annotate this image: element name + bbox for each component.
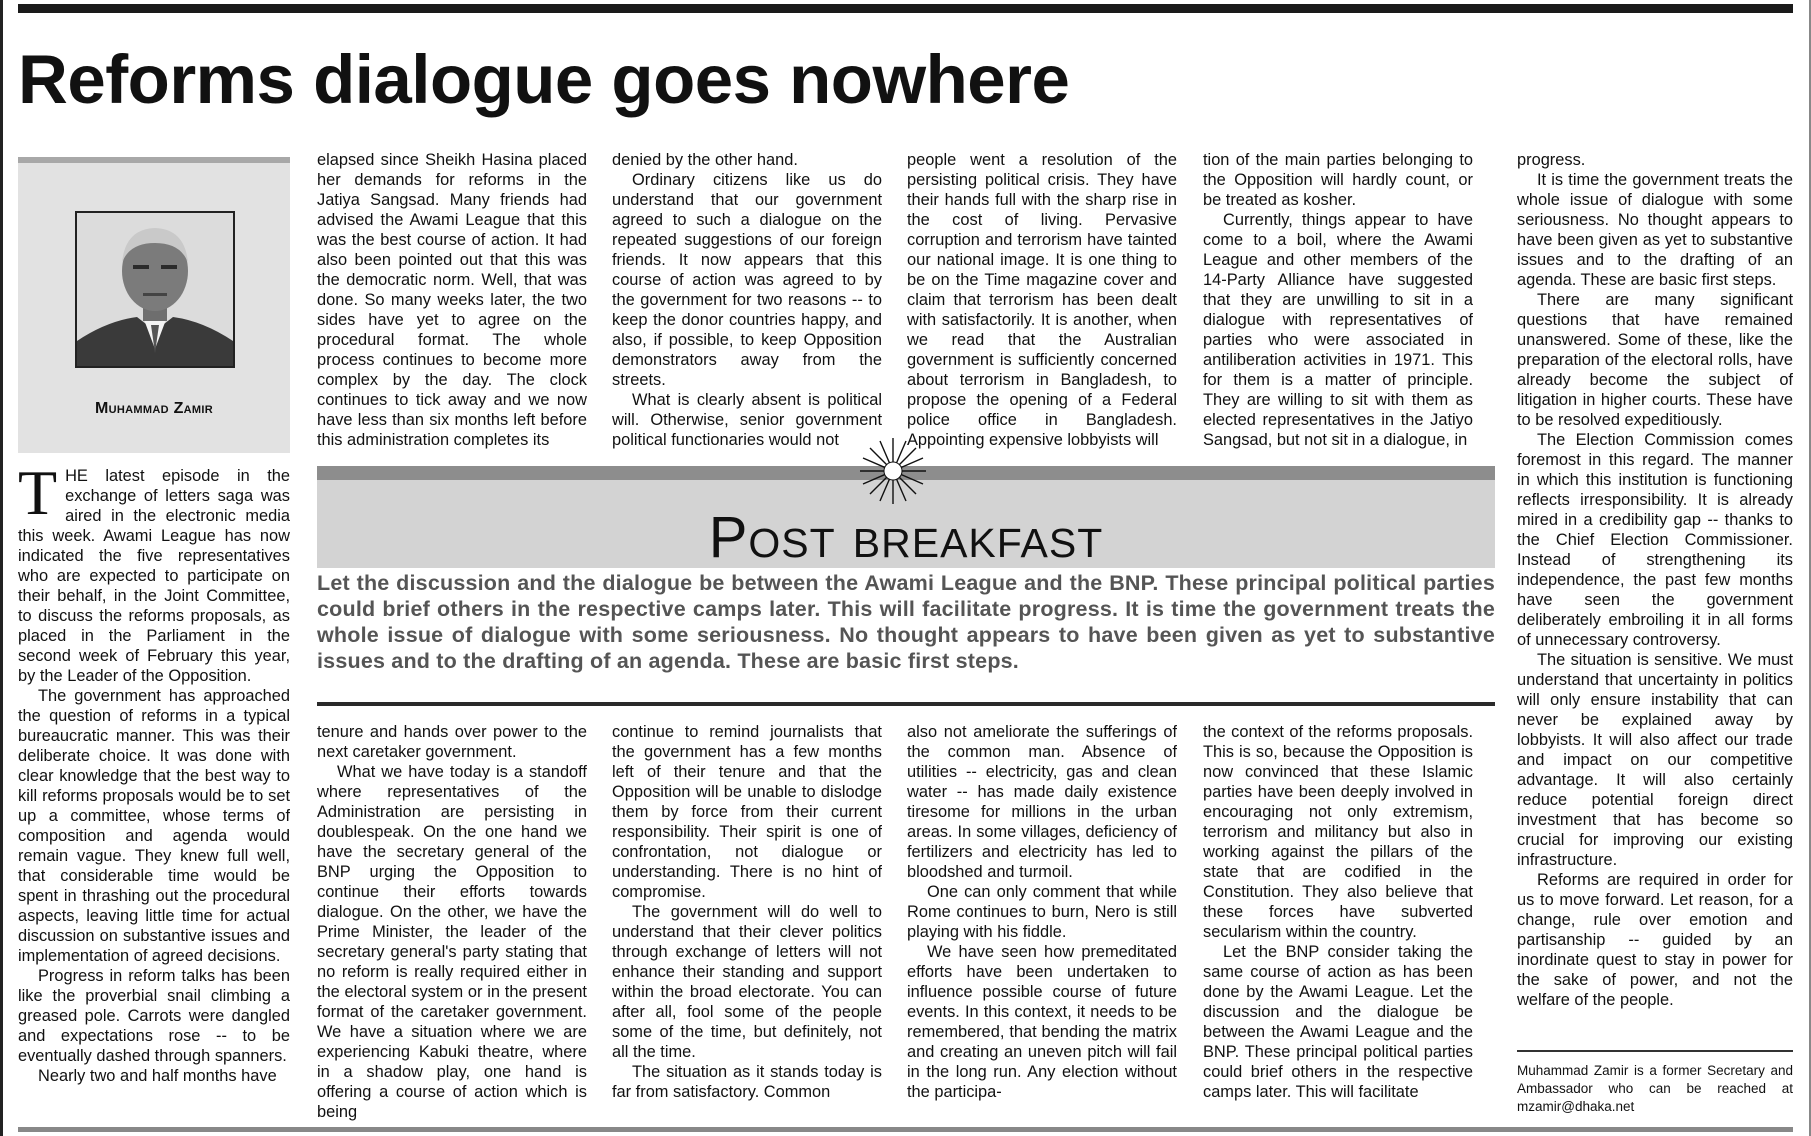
column-5-top-paragraph-2: Currently, things appear to have come to a boil, where the Awami League and other members of the 14-Party Alliance have suggested that they are unwilling to sit in a dialogue with representatives of parties who were associated in antiliberation activities in 1971. This for them is a matter of principle. They are willing to sit with them as elected representatives in the Jatiyo Sangsad, but not sit in a dialogue, in [1203, 211, 1473, 449]
top-rule [18, 4, 1793, 13]
column-4-top-paragraph-1: people went a resolution of the persisting political crisis. They have their hands full with the sharp rise in the cost of living. Pervasive corruption and terrorism have tainted our national image. It is one thing to be on the Time magazine cover and claim that terrorism has been dealt with satisfactorily. It is another, when we read that the Australian government is sufficiently concerned about terrorism in Bangladesh, to propose the opening of a Federal police office in Bangladesh. Appointing expensive lobbyists will [907, 151, 1177, 449]
page-edge-left [0, 0, 3, 1136]
column-2-bottom-paragraph-2: What we have today is a standoff where representatives of the Administration are persisting in doublespeak. On the one hand we have the secretary general of the BNP urging the Opposition to continue their efforts towards dialogue. On the other, we have the Prime Minister, the leader of the secretary general's party stating that no reform is really required either in the electoral system or in the present format of the caretaker government. We have a situation where we are experiencing Kabuki theatre, where in a shadow play, one hand is offering a course of action which is being [317, 763, 587, 1121]
column-1-paragraph-4: Nearly two and half months have [38, 1067, 277, 1085]
column-2-bottom [317, 722, 587, 1128]
bottom-rule [18, 1127, 1793, 1132]
column-1-paragraph-1: THE latest episode in the exchange of letters saga was aired in the electronic media this week. Awami League has now indicated the five representatives who are expected to participate on their behalf, in the Joint Committee, to discuss the reforms proposals, as placed in the Parliament in the second week of February this year, by the Leader of the Opposition. [18, 466, 290, 685]
column-3-bottom-paragraph-1: continue to remind journalists that the government has a few months left of their tenure and that the Opposition will be unable to dislodge them by force from their current responsibility. Their spirit is one of confrontation, not dialogue or understanding. There is no hint of compromise. [612, 723, 882, 901]
column-4-bottom-paragraph-1: also not ameliorate the sufferings of the common man. Absence of utilities -- electricity, gas and clean water -- has made daily existence tiresome for millions in the urban areas. In some villages, deficiency of fertilizers and electricity has led to bloodshed and turmoil. [907, 723, 1177, 881]
column-6-paragraph-4: The Election Commission comes foremost in this regard. The manner in which this institution is functioning reflects irresponsibility. It is already mired in a credibility gap -- thanks to the Chief Election Commissioner. Instead of strengthening its independence, the past few months have seen the government deliberately embroiling it in all forms of unnecessary controversy. [1517, 431, 1793, 649]
column-6-paragraph-1: progress. [1517, 151, 1586, 169]
column-2-top-paragraph-1: elapsed since Sheikh Hasina placed her demands for reforms in the Jatiya Sangsad. Many friends had advised the Awami League that this was the best course of action. It had also been pointed out that this was the democratic norm. Well, that was done. So many weeks later, the two sides have yet to agree on the procedural format. The whole process continues to become more complex by the day. The clock continues to tick away and we now have less than six months left before this administration completes its [317, 151, 587, 449]
column-1-paragraph-2: The government has approached the question of reforms in a typical bureaucratic manner. This was their deliberate choice. It was done with clear knowledge that the best way to kill reforms proposals would be to set up a committee, whose terms of composition and agenda would remain vague. They knew full well, that considerable time would be spent in thrashing out the procedural aspects, leaving little time for actual discussion on substantive issues and implementation of agreed decisions. [18, 687, 290, 965]
column-6-paragraph-6: Reforms are required in order for us to move forward. Let reason, for a change, rule over emotion and partisanship -- guided by an inordinate quest to stay in power for the sake of power, and not the welfare of the people. [1517, 871, 1793, 1009]
column-4-top [907, 150, 1177, 452]
column-5-bottom-paragraph-1: the context of the reforms proposals. This is so, because the Opposition is now convinced that these Islamic parties have been deeply involved in encouraging not only extremism, terrorism and militancy but also in working against the pillars of the state that are codified in the Constitution. They also believe that these forces have subverted secularism within the country. [1203, 723, 1473, 941]
column-2-bottom-paragraph-1: tenure and hands over power to the next caretaker government. [317, 723, 587, 761]
starburst-icon [858, 436, 928, 506]
column-3-top-paragraph-1: denied by the other hand. [612, 151, 798, 169]
column-4-bottom-paragraph-2: One can only comment that while Rome continues to burn, Nero is still playing with his fiddle. [907, 883, 1177, 941]
column-3-bottom-paragraph-3: The situation as it stands today is far from satisfactory. Common [612, 1063, 882, 1101]
drop-cap: T [18, 466, 58, 528]
pull-quote: Let the discussion and the dialogue be between the Awami League and the BNP. These principal political parties could brief others in the respective camps later. This will facilitate progress. It is time the government treats the whole issue of dialogue with some seriousness. No thought appears to have been given as yet to substantive issues and to the drafting of an agenda. These are basic first steps. [317, 571, 1495, 673]
author-note: Muhammad Zamir is a former Secretary and Ambassador who can be reached at mzamir@dhaka.net [1517, 1063, 1793, 1114]
column-5-bottom-paragraph-2: Let the BNP consider taking the same course of action as has been done by the Awami League. Let the discussion and the dialogue be between the Awami League and the BNP. These principal political parties could brief others in the respective camps later. This will facilitate [1203, 943, 1473, 1101]
byline-box [18, 157, 290, 453]
author-photo [75, 211, 235, 368]
column-6-paragraph-5: The situation is sensitive. We must understand that uncertainty in politics will only ensure instability that can never be explained away by lobbyists. It will also affect our trade and impact on our competitive advantage. It will also certainly reduce potential foreign direct investment that has become so crucial for improving our existing infrastructure. [1517, 651, 1793, 869]
column-3-top-paragraph-2: Ordinary citizens like us do understand that our government agreed to such a dialogue on the repeated suggestions of our foreign friends. It now appears that this course of action was agreed to by the government for two reasons -- to keep the donor countries happy, and also, if possible, to keep Opposition demonstrators away from the streets. [612, 171, 882, 389]
column-6-paragraph-3: There are many significant questions that have remained unanswered. Some of these, like the preparation of the electoral rolls, have already become the subject of litigation in higher courts. These have to be resolved expeditiously. [1517, 291, 1793, 429]
column-5-bottom [1203, 722, 1473, 1128]
column-6 [1517, 150, 1793, 1040]
headline: Reforms dialogue goes nowhere [18, 41, 1070, 118]
column-4-bottom-paragraph-3: We have seen how premeditated efforts have been undertaken to influence possible course of future events. In this context, it needs to be remembered, that bending the matrix and creating an uneven pitch will fail in the long run. Any election without the participa- [907, 943, 1177, 1101]
column-3-bottom-paragraph-2: The government will do well to understand that their clever politics through exchange of letters will not enhance their standing and support within the broad electorate. You can after all, fool some of the people some of the time, but definitely, not all the time. [612, 903, 882, 1061]
pull-quote-rule [317, 702, 1495, 706]
column-5-top-paragraph-1: tion of the main parties belonging to the Opposition will hardly count, or be treated as kosher. [1203, 151, 1473, 209]
column-1 [18, 466, 290, 1128]
column-1-paragraph-3: Progress in reform talks has been like the proverbial snail climbing a greased pole. Carrots were dangled and expectations rose -- to be eventually dashed through spanners. [18, 967, 290, 1065]
byline: Muhammad Zamir [95, 400, 213, 417]
author-note-rule [1517, 1050, 1793, 1052]
column-3-bottom [612, 722, 882, 1128]
column-4-bottom [907, 722, 1177, 1128]
column-2-top [317, 150, 587, 452]
column-5-top [1203, 150, 1473, 452]
column-3-top-paragraph-3: What is clearly absent is political will. Otherwise, senior government political functionaries would not [612, 391, 882, 449]
column-3-top [612, 150, 882, 452]
column-6-paragraph-2: It is time the government treats the whole issue of dialogue with some seriousness. No thought appears to have been given as yet to substantive issues and to the drafting of an agenda. These are basic first steps. [1517, 171, 1793, 289]
column-name: Post breakfast [708, 505, 1104, 570]
